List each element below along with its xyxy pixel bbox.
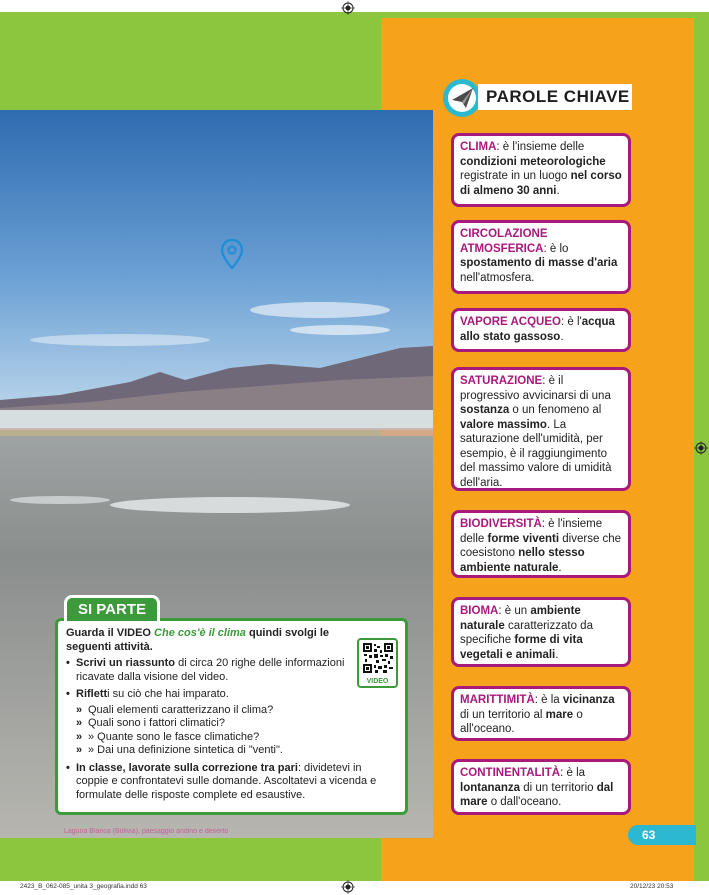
video-qr-code[interactable] [357,638,398,688]
question-text: » Quante sono le fasce climatiche? [88,730,260,743]
qr-video-label: VIDEO [366,678,389,685]
keyword-term: CLIMA [460,141,497,153]
list-item [66,688,346,758]
keyword-card-circolazione [451,220,631,294]
keyword-bold: acqua allo stato gassoso [460,316,615,343]
keywords-title: PAROLE CHIAVE [478,84,632,110]
activity-bold: Riflett [76,688,108,700]
question-text: Quali elementi caratterizzano il clima? [88,703,274,716]
activity-list [66,657,397,802]
keyword-term: CONTINENTALITÀ [460,767,561,779]
keyword-text: . La saturazione dell'umidità, per esempio, è il raggiungimento del massimo valore di umidità dell'aria. [460,418,612,489]
keyword-card-continentalita [451,759,631,815]
keyword-term: BIOMA [460,605,499,617]
keyword-bold: valore massimo [460,418,547,431]
page-number: 63 [628,825,696,845]
keyword-bold: forme viventi [487,532,560,545]
keyword-bold: lontananza [460,781,521,794]
keyword-bold: spostamento di masse d'aria [460,257,618,269]
registration-mark-icon [341,880,355,894]
footer-timestamp: 20/12/23 20:53 [630,883,674,890]
keyword-text: registrate in un luogo [460,170,571,182]
activity-text: : dividetevi in coppie e confrontatevi sulle domande. Ascoltatevi a vicenda e formulate delle risposte complete ed esaustive. [76,761,377,801]
keyword-text: : è il progressivo avvicinarsi di una [460,375,611,402]
question-text: » Dai una definizione sintetica di "venti". [88,744,283,756]
keyword-text: o dall'oceano. [487,796,562,808]
question-item [76,704,358,718]
keyword-bold: ambiente naturale [460,605,581,632]
list-item [66,762,396,803]
keyword-text: : è la [560,767,586,779]
keyword-text: : è lo [543,242,569,255]
keyword-text: diverse che coesistono [460,532,622,559]
keyword-card-marittimita [451,686,631,741]
video-title-link[interactable]: Che cos'è il clima [154,627,246,639]
keyword-term: SATURAZIONE [460,375,543,387]
registration-mark-icon [694,441,708,455]
photo-caption: Laguna Blanca (Bolivia), paesaggio andino e deserto [64,828,229,835]
keyword-text: : è l'insieme delle [496,141,585,153]
keyword-bold: nello stesso ambiente naturale [460,547,585,574]
question-item [76,744,358,758]
keywords-header [442,78,630,118]
intro-text: quindi svolgi le seguenti attività. [66,627,330,653]
keyword-text: : è l'insieme delle [460,518,603,545]
list-item [66,657,346,684]
question-item [76,717,358,731]
activity-text: i su ciò che hai imparato. [107,688,229,700]
keyword-bold: mare [545,708,574,721]
keyword-bold: vicinanza [562,694,615,706]
question-item [76,731,358,745]
intro-text: Guarda il VIDEO [66,627,155,639]
keyword-text: : è l' [560,316,582,328]
activity-bold: In classe, lavorate sulla correzione tra pari [76,761,298,774]
keyword-bold: dal mare [460,781,614,808]
keyword-text: . [556,184,560,197]
keyword-card-saturazione [451,367,631,491]
keyword-term: CIRCOLAZIONE ATMOSFERICA [460,228,548,255]
keyword-bold: condizioni meteorologiche [460,155,606,168]
registration-mark-icon [341,1,355,15]
keyword-text: . [558,561,562,574]
keyword-bold: forme di vita vegetali e animali [460,634,583,661]
keyword-text: : è un [498,605,531,617]
keyword-bold: sostanza [460,404,510,416]
keyword-term: MARITTIMITÀ [460,694,535,706]
keyword-card-bioma [451,597,631,667]
question-list [76,704,346,758]
keyword-text: caratterizzato da specifiche [460,619,593,646]
qr-code-icon [363,643,393,673]
keyword-card-clima [451,133,631,207]
keyword-text: o un fenomeno al [509,404,602,416]
location-pin-icon [221,239,243,269]
keyword-card-biodiversita [451,510,631,578]
keyword-text: : è la [534,694,563,706]
keyword-card-vapore [451,308,631,352]
keyword-text: o all'oceano. [460,708,583,735]
keyword-term: BIODIVERSITÀ [460,518,542,530]
paper-plane-icon [442,78,482,118]
keyword-text: . [560,330,564,343]
footer-file-info: 2423_B_062-085_unita 3_geografia.indd 63 [20,883,147,890]
si-parte-tab: SI PARTE [64,595,160,621]
activity-bold: Scrivi un riassunto [76,657,176,669]
keyword-term: VAPORE ACQUEO [460,316,561,328]
si-parte-intro [66,627,336,654]
question-text: Quali sono i fattori climatici? [88,717,225,729]
keyword-text: nell'atmosfera. [460,271,535,284]
activity-text: di circa 20 righe delle informazioni ricavate dalla visione del video. [76,657,345,683]
keyword-bold: nel corso di almeno 30 anni [460,170,622,197]
keyword-text: . [555,648,559,661]
keyword-text: di un territorio [520,781,597,794]
keyword-text: di un territorio al [460,708,546,721]
si-parte-box [55,618,408,815]
